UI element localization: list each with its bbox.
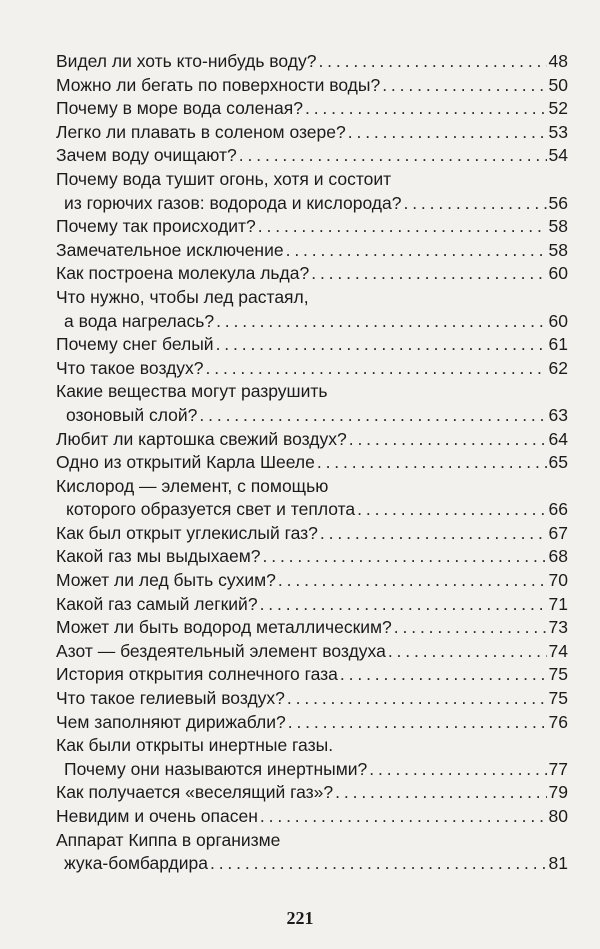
toc-entry-title: Может ли быть водород металлическим? [56,617,392,638]
toc-entry-page: 64 [548,428,568,449]
toc-entry-continuation [56,852,568,876]
toc-entry-page: 63 [548,404,568,425]
toc-entry-title: Азот — бездеятельный элемент воздуха [56,640,386,661]
toc-entry-title: жука-бомбардира [64,853,208,874]
toc-entry-page: 75 [548,688,568,709]
toc-entry [56,640,568,664]
toc-entry-title: Почему они называются инертными? [64,758,368,779]
toc-entry-title: Как были открыты инертные газы. [56,735,334,756]
toc-entry-page: 70 [548,570,568,591]
toc-entry-page: 79 [548,782,568,803]
toc-leader-dots [335,781,546,805]
toc-entry [56,616,568,640]
toc-entry-page: 68 [548,546,568,567]
toc-entry-title: Какой газ мы выдыхаем? [56,546,261,567]
toc-leader-dots [260,805,547,829]
toc-entry [56,262,568,286]
toc-entry-title: Почему снег белый [56,334,214,355]
toc-entry [56,121,568,145]
toc-entry [56,215,568,239]
toc-entry [56,168,568,192]
toc-entry [56,805,568,829]
toc-entry-title: Зачем воду очищают? [56,145,237,166]
toc-entry [56,144,568,168]
toc-entry [56,569,568,593]
toc-entry-page: 65 [548,452,568,473]
toc-entry [56,357,568,381]
toc-entry [56,475,568,499]
toc-entry-page: 56 [548,192,568,213]
toc-entry-page: 52 [548,98,568,119]
toc-entry-title: Невидим и очень опасен [56,806,258,826]
toc-leader-dots [278,569,547,593]
toc-entry-title: Как получается «веселящий газ»? [56,782,334,803]
toc-leader-dots [210,852,547,876]
toc-entry-title: Почему вода тушит огонь, хотя и состоит [56,168,392,189]
toc-leader-dots [394,616,547,640]
toc-entry-title: озоновый слой? [66,404,198,425]
toc-entry-title: Легко ли плавать в соленом озере? [56,121,346,142]
toc-entry-page: 76 [548,711,568,732]
toc-entry-continuation [56,192,568,216]
toc-entry [56,286,568,310]
toc-entry-continuation [56,758,568,782]
toc-entry [56,50,568,74]
toc-entry-title: Любит ли картошка свежий воздух? [56,428,347,449]
page-number: 221 [286,908,314,928]
toc-entry [56,663,568,687]
toc-entry [56,74,568,98]
toc-leader-dots [311,262,546,286]
toc-entry [56,593,568,617]
toc-entry-page: 67 [548,522,568,543]
toc-entry [56,522,568,546]
toc-entry-page: 75 [548,664,568,685]
toc-entry-page: 58 [548,239,568,260]
toc-entry-title: которого образуется свет и теплота [66,499,356,520]
toc-leader-dots [263,545,547,569]
toc-leader-dots [199,404,546,428]
toc-entry [56,734,568,758]
toc-leader-dots [287,687,547,711]
toc-entry-page: 74 [548,640,568,661]
toc-entry-title: Что такое воздух? [56,357,204,378]
toc-entry-page: 50 [548,74,568,95]
toc-entry [56,829,568,853]
toc-entry-title: а вода нагрелась? [64,310,215,331]
toc-entry-page: 61 [548,334,568,355]
toc-leader-dots [258,215,547,239]
toc-leader-dots [382,74,546,98]
toc-leader-dots [286,239,547,263]
toc-entry-title: Как был открыт углекислый газ? [56,522,318,543]
toc-entry-title: Почему в море вода соленая? [56,98,303,119]
toc-leader-dots [349,428,547,452]
toc-entry-page: 71 [548,593,568,614]
toc-entry-page: 80 [548,806,568,826]
toc-leader-dots [317,451,547,475]
toc-leader-dots [239,144,547,168]
toc-leader-dots [388,640,547,664]
toc-entry-title: Что нужно, чтобы лед растаял, [56,286,309,307]
toc-entry-page: 54 [548,145,568,166]
toc-leader-dots [403,192,546,216]
toc-leader-dots [369,758,546,782]
toc-entry-page: 48 [548,51,568,71]
toc-entry-page: 60 [548,263,568,284]
toc-entry [56,451,568,475]
toc-entry-page: 66 [548,499,568,520]
toc-entry-title: Как построена молекула льда? [56,263,310,284]
toc-entry [56,239,568,263]
toc-entry-title: Видел ли хоть кто-нибудь воду? [56,51,317,71]
toc-entry-page: 81 [548,853,568,874]
toc-entry-title: из горючих газов: водорода и кислорода? [64,192,402,213]
toc-leader-dots [357,498,546,522]
toc-entry-title: Почему так происходит? [56,216,256,237]
toc-leader-dots [206,357,547,381]
toc-entry-title: История открытия солнечного газа [56,664,338,685]
toc-entry-continuation [56,498,568,522]
toc-leader-dots [318,50,546,74]
toc-entry-title: Какие вещества могут разрушить [56,381,328,402]
toc-entry-page: 73 [548,617,568,638]
toc-entry-title: Аппарат Киппа в организме [56,829,281,850]
toc-entry-title: Кислород — элемент, с помощью [56,475,329,496]
toc-entry [56,687,568,711]
toc-entry-title: Замечательное исключение [56,239,284,260]
toc-entry-page: 77 [548,758,568,779]
toc-entry-page: 60 [548,310,568,331]
toc-entry-title: Чем заполняют дирижабли? [56,711,286,732]
toc-leader-dots [305,97,547,121]
toc-entry-title: Одно из открытий Карла Шееле [56,452,315,473]
toc-leader-dots [320,522,547,546]
toc-entry-page: 62 [548,357,568,378]
toc-entry [56,711,568,735]
toc-leader-dots [348,121,547,145]
toc-leader-dots [288,711,547,735]
toc-entry [56,97,568,121]
toc-entry-title: Что такое гелиевый воздух? [56,688,285,709]
table-of-contents [56,50,568,876]
toc-entry [56,781,568,805]
toc-leader-dots [340,663,547,687]
toc-entry-page: 53 [548,121,568,142]
toc-entry [56,333,568,357]
toc-entry-title: Можно ли бегать по поверхности воды? [56,74,381,95]
toc-entry [56,428,568,452]
toc-entry-continuation [56,310,568,334]
toc-leader-dots [260,593,547,617]
toc-entry-title: Какой газ самый легкий? [56,593,258,614]
toc-leader-dots [216,310,546,334]
toc-entry [56,545,568,569]
toc-entry [56,380,568,404]
toc-entry-continuation [56,404,568,428]
toc-leader-dots [216,333,547,357]
toc-entry-title: Может ли лед быть сухим? [56,570,276,591]
toc-entry-page: 58 [548,216,568,237]
